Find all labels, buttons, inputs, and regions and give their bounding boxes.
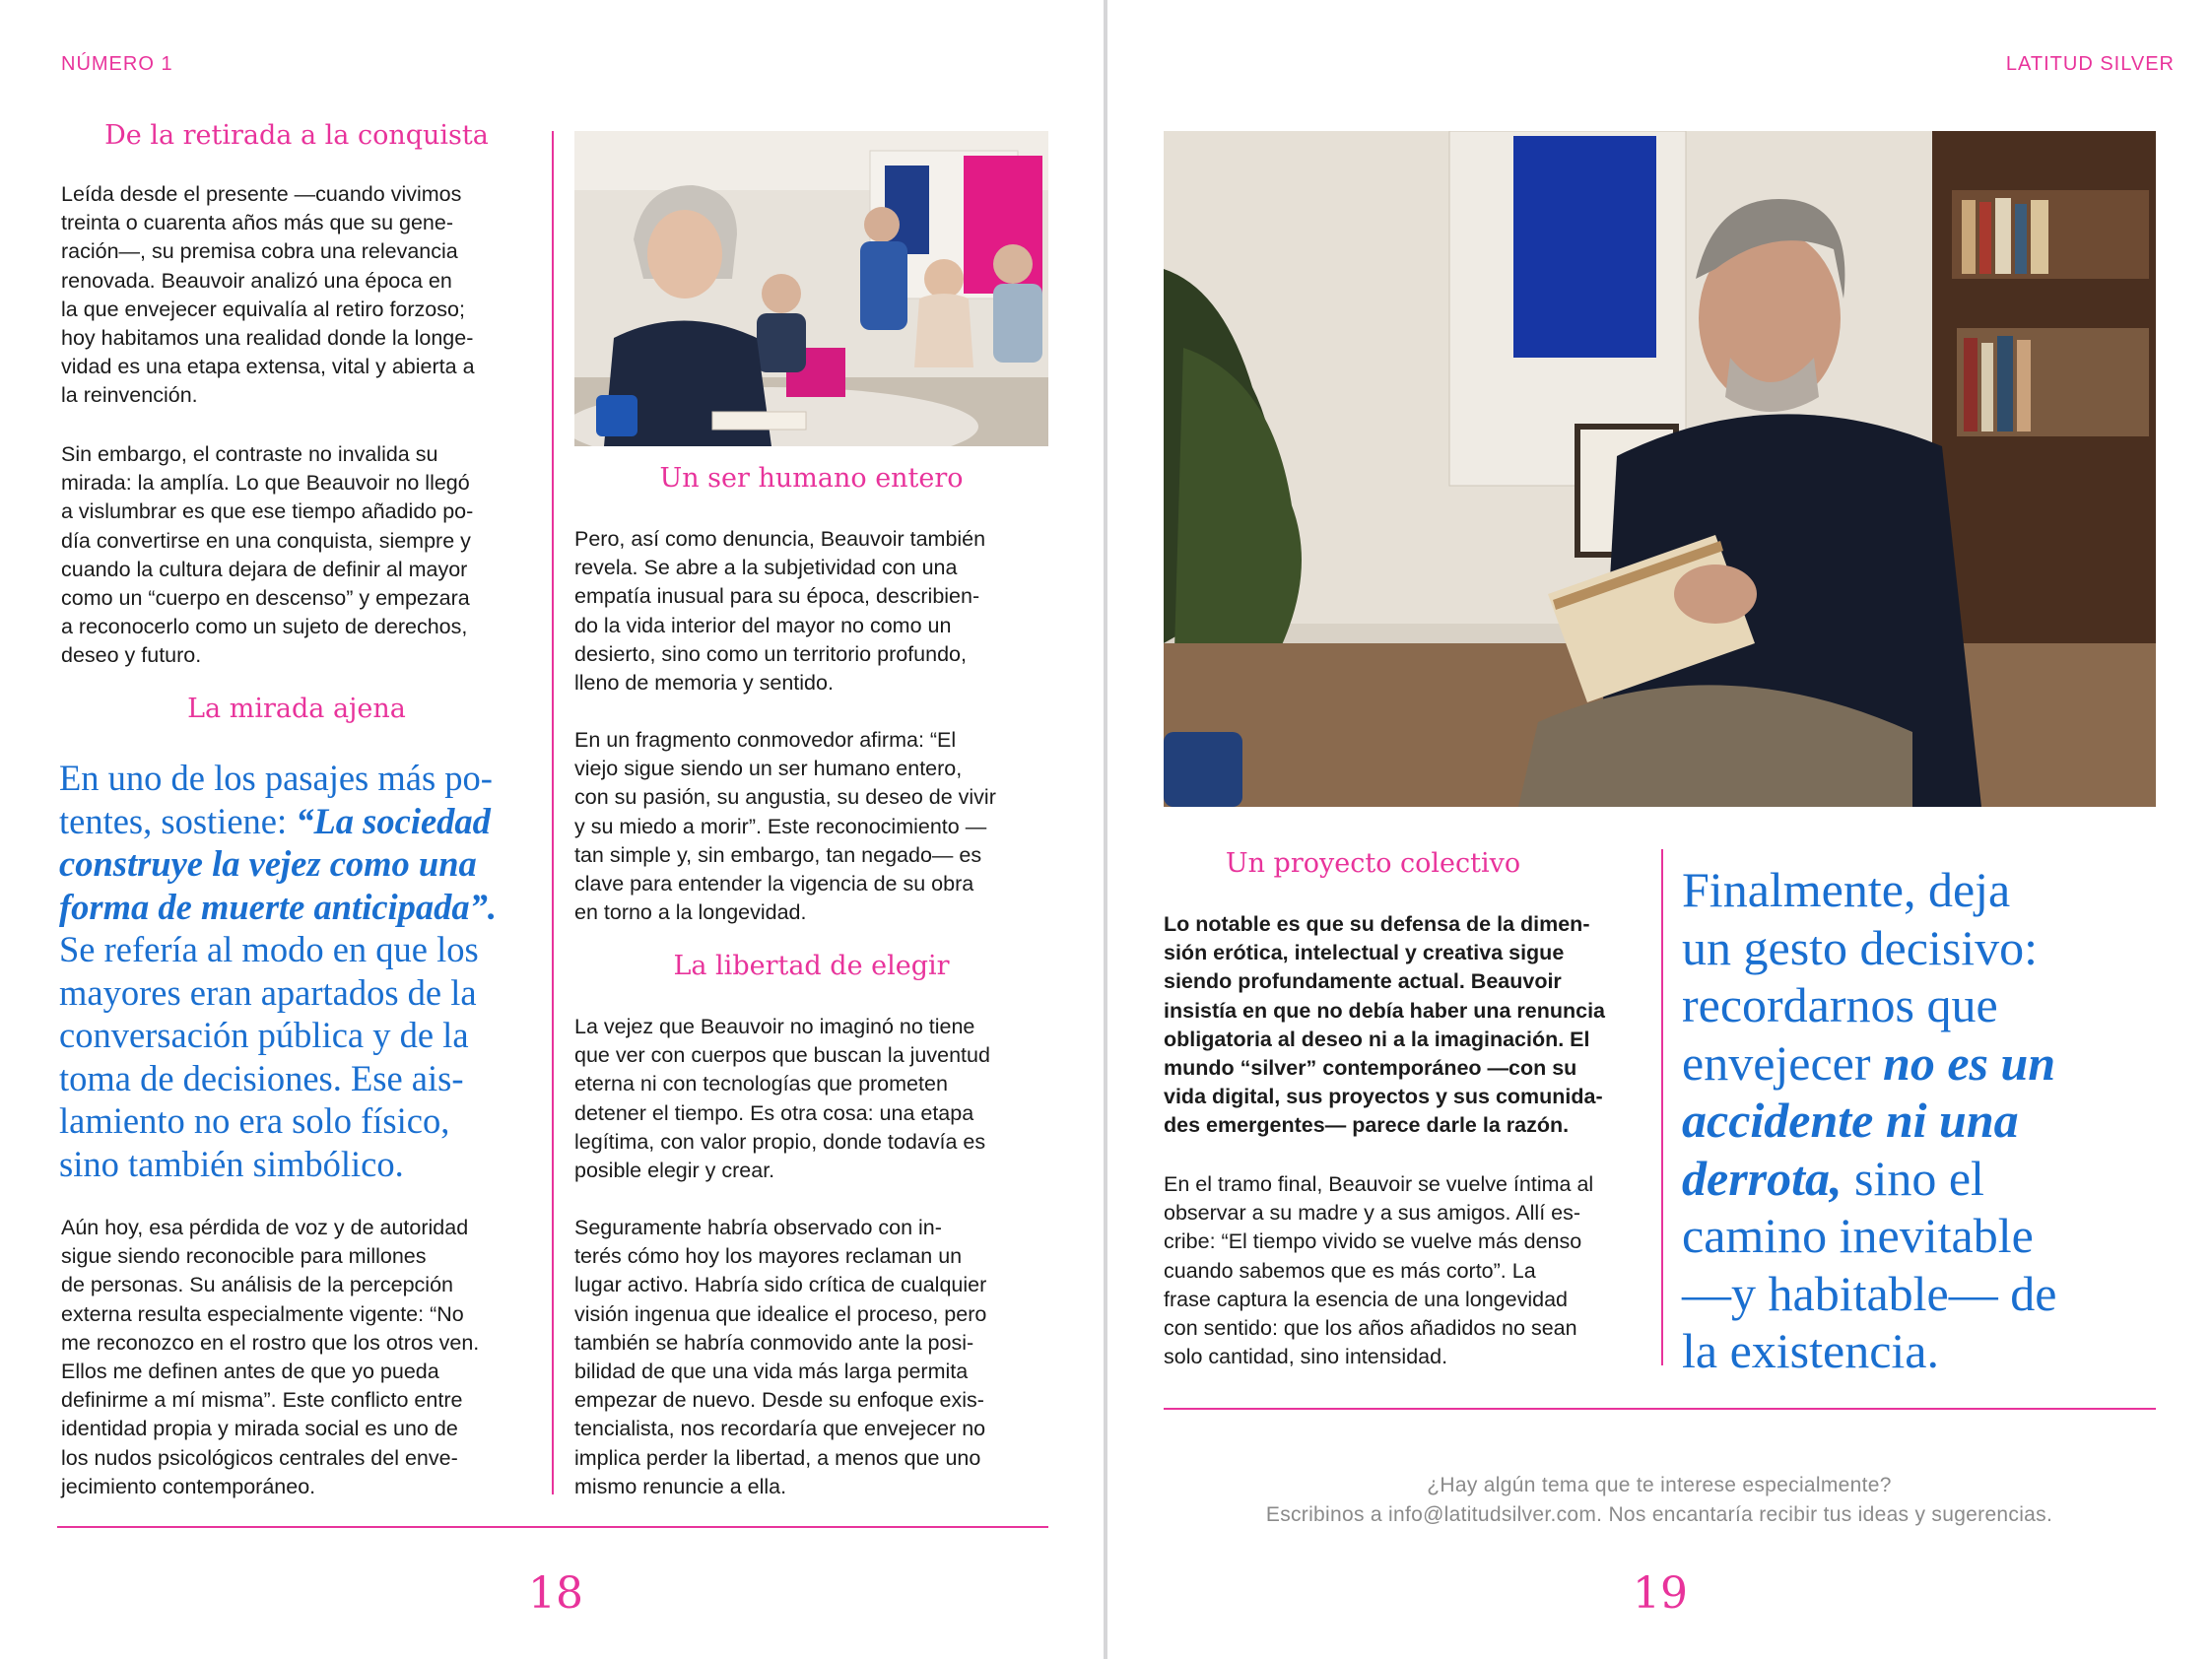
pull-line	[1682, 1150, 2145, 1208]
text-line: Leída desde el presente —cuando vivimos	[61, 182, 462, 206]
paragraph	[574, 1013, 1067, 1185]
pull-quote-left	[59, 757, 552, 1185]
text-line: identidad propia y mirada social es uno de	[61, 1417, 458, 1441]
text-line: La vejez que Beauvoir no imaginó no tiene	[574, 1015, 975, 1038]
text-line: Pero, así como denuncia, Beauvoir también	[574, 527, 986, 551]
pull-line	[59, 842, 552, 886]
text-line: visión ingenua que idealice el proceso, pero	[574, 1301, 987, 1326]
reading-man-photo	[1164, 131, 2156, 807]
pull-line	[1682, 1092, 2145, 1150]
text-line: la que envejecer equivalía al retiro forzoso;	[61, 297, 465, 321]
pull-emphasis: accidente ni una	[1682, 1093, 2019, 1148]
pull-quote-right	[1682, 861, 2145, 1380]
subheading-ser-humano: Un ser humano entero	[659, 463, 964, 494]
running-head-issue: NÚMERO 1	[61, 53, 173, 75]
text-line: definirme a mí misma”. Este conflicto entre	[61, 1388, 463, 1413]
reading-man-illustration	[1164, 131, 2156, 807]
bottom-rule	[1164, 1408, 2156, 1410]
text-line: insistía en que no debía haber una renuncia	[1164, 998, 1606, 1023]
pull-emphasis: no es un	[1883, 1034, 2056, 1091]
pull-line: mayores eran apartados de la	[59, 971, 477, 1013]
pull-line: la existencia.	[1682, 1323, 1939, 1378]
text-line: implica perder la libertad, a menos que uno	[574, 1445, 981, 1470]
column-divider	[1661, 849, 1663, 1365]
pull-line: conversación pública y de la	[59, 1015, 469, 1055]
page-number: 18	[528, 1568, 583, 1619]
text-line: Ellos me definen antes de que yo pueda	[61, 1360, 439, 1384]
text-line: observar a su madre y a sus amigos. Allí es-	[1164, 1201, 1581, 1226]
text-line: Seguramente habría observado con in-	[574, 1216, 942, 1239]
text-line: tan simple y, sin embargo, tan negado— es	[574, 842, 982, 867]
text-line: mirada: la amplía. Lo que Beauvoir no llegó	[61, 471, 470, 496]
text-line: sión erótica, intelectual y creativa sigue	[1164, 941, 1565, 965]
right-page	[1107, 0, 2212, 1659]
bottom-rule	[57, 1526, 1048, 1528]
text-line: cuando sabemos que es más corto”. La	[1164, 1258, 1536, 1283]
paragraph	[1164, 1170, 1646, 1371]
column-divider	[552, 131, 554, 1494]
pull-line: —y habitable— de	[1682, 1265, 2057, 1321]
pull-line: En uno de los pasajes más po-	[59, 758, 493, 798]
pull-line	[59, 800, 552, 843]
text-line: Aún hoy, esa pérdida de voz y de autoridad	[61, 1216, 469, 1239]
pull-text: envejecer	[1682, 1034, 1884, 1091]
pull-text: sino el	[1842, 1150, 1984, 1206]
text-line: que ver con cuerpos que buscan la juventud	[574, 1043, 990, 1068]
pull-line: Finalmente, deja	[1682, 862, 2011, 917]
text-line: bilidad de que una vida más larga permita	[574, 1360, 969, 1384]
text-line: legítima, con valor propio, donde todavía es	[574, 1129, 986, 1154]
pull-line: recordarnos que	[1682, 977, 1998, 1032]
text-line: hoy habitamos una realidad donde la longe-	[61, 326, 474, 351]
text-line: externa resulta especialmente vigente: “No	[61, 1301, 464, 1326]
page-number: 19	[1633, 1568, 1688, 1619]
text-line: también se habría conmovido ante la posi-	[574, 1330, 974, 1355]
text-line: como un “cuerpo en descenso” y empezara	[61, 586, 470, 611]
pull-emphasis: derrota,	[1682, 1150, 1843, 1206]
text-line: me reconozco en el rostro que los otros ven.	[61, 1330, 480, 1355]
text-line: y su miedo a morir”. Este reconocimiento —	[574, 814, 987, 838]
text-line: mundo “silver” contemporáneo —con su	[1164, 1056, 1577, 1081]
text-line: tencialista, nos recordaría que envejecer no	[574, 1417, 986, 1441]
subheading-retirada: De la retirada a la conquista	[104, 120, 489, 151]
cafe-photo	[574, 131, 1048, 446]
text-line: de personas. Su análisis de la percepción	[61, 1273, 454, 1297]
text-line: frase captura la esencia de una longevidad	[1164, 1287, 1568, 1311]
text-line: eterna ni con tecnologías que prometen	[574, 1072, 948, 1096]
pull-line: toma de decisiones. Ese ais-	[59, 1057, 464, 1098]
text-line: posible elegir y crear.	[574, 1159, 775, 1183]
paragraph-bold	[1164, 910, 1637, 1141]
text-line: clave para entender la vigencia de su obra	[574, 872, 974, 896]
pull-line: camino inevitable	[1682, 1208, 2034, 1263]
text-line: con sentido: que los años añadidos no sean	[1164, 1316, 1577, 1341]
text-line: la reinvención.	[61, 383, 198, 408]
pull-emphasis: “La sociedad	[296, 800, 491, 841]
text-line: detener el tiempo. Es otra cosa: una etapa	[574, 1100, 974, 1125]
pull-line: Se refería al modo en que los	[59, 929, 479, 969]
text-line: lleno de memoria y sentido.	[574, 671, 834, 696]
text-line: mismo renuncie a ella.	[574, 1474, 787, 1498]
footer-question: ¿Hay algún tema que te interese especialmente?	[1427, 1474, 1892, 1496]
text-line: des emergentes— parece darle la razón.	[1164, 1113, 1570, 1138]
text-line: a reconocerlo como un sujeto de derechos,	[61, 615, 468, 639]
text-line: En un fragmento conmovedor afirma: “El	[574, 728, 957, 752]
text-line: vida digital, sus proyectos y sus comunida-	[1164, 1085, 1603, 1109]
subheading-libertad: La libertad de elegir	[673, 951, 950, 981]
left-page	[0, 0, 1104, 1659]
text-line: jecimiento contemporáneo.	[61, 1474, 316, 1498]
pull-line: sino también simbólico.	[59, 1143, 404, 1184]
pull-emphasis: construye la vejez como una	[59, 843, 477, 884]
text-line: do la vida interior del mayor no como un	[574, 613, 952, 637]
text-line: Lo notable es que su defensa de la dimen-	[1164, 912, 1590, 936]
pull-line: un gesto decisivo:	[1682, 919, 2039, 975]
pull-line	[1682, 1034, 2145, 1093]
text-line: cuando la cultura dejara de definir al mayor	[61, 557, 468, 581]
paragraph	[574, 525, 1067, 697]
text-line: solo cantidad, sino intensidad.	[1164, 1345, 1448, 1369]
text-line: con su pasión, su angustia, su deseo de vivir	[574, 785, 996, 810]
text-line: viejo sigue siendo un ser humano entero,	[574, 757, 963, 781]
pull-text: tentes, sostiene:	[59, 800, 297, 841]
text-line: revela. Se abre a la subjetividad con una	[574, 556, 958, 580]
text-line: En el tramo final, Beauvoir se vuelve íntima al	[1164, 1172, 1594, 1196]
pull-line	[59, 886, 552, 929]
paragraph	[574, 1214, 1067, 1501]
text-line: cribe: “El tiempo vivido se vuelve más denso	[1164, 1229, 1582, 1254]
paragraph	[61, 440, 554, 671]
text-line: deseo y futuro.	[61, 643, 202, 668]
text-line: los nudos psicológicos centrales del enve-	[61, 1445, 458, 1470]
text-line: ración—, su premisa cobra una relevancia	[61, 239, 458, 264]
pull-emphasis: forma de muerte anticipada”.	[59, 886, 498, 927]
paragraph	[61, 1214, 554, 1501]
text-line: obligatoria al deseo ni a la imaginación. El	[1164, 1027, 1590, 1051]
text-line: terés cómo hoy los mayores reclaman un	[574, 1244, 963, 1269]
text-line: Sin embargo, el contraste no invalida su	[61, 442, 438, 466]
pull-line: lamiento no era solo físico,	[59, 1100, 450, 1141]
paragraph	[574, 726, 1067, 927]
text-line: renovada. Beauvoir analizó una época en	[61, 268, 452, 293]
subheading-proyecto: Un proyecto colectivo	[1225, 848, 1521, 879]
text-line: a vislumbrar es que ese tiempo añadido po-	[61, 499, 474, 524]
text-line: treinta o cuarenta años más que su gene-	[61, 211, 454, 235]
text-line: empatía inusual para su época, describien-	[574, 584, 980, 609]
cafe-photo-illustration	[574, 131, 1048, 446]
text-line: vidad es una etapa extensa, vital y abierta a	[61, 355, 475, 379]
footer-contact: Escribinos a info@latitudsilver.com. Nos encantaría recibir tus ideas y sugerencias.	[1265, 1503, 2053, 1526]
contact-footer	[1147, 1471, 2172, 1530]
running-head-magazine: LATITUD SILVER	[2005, 53, 2175, 75]
text-line: día convertirse en una conquista, siempre y	[61, 528, 471, 553]
text-line: empezar de nuevo. Desde su enfoque exis-	[574, 1388, 984, 1413]
text-line: en torno a la longevidad.	[574, 900, 807, 925]
text-line: desierto, sino como un territorio profundo,	[574, 641, 967, 666]
subheading-mirada: La mirada ajena	[187, 694, 406, 724]
text-line: sigue siendo reconocible para millones	[61, 1244, 427, 1269]
paragraph	[61, 180, 554, 411]
text-line: siendo profundamente actual. Beauvoir	[1164, 969, 1562, 994]
text-line: lugar activo. Habría sido crítica de cualquier	[574, 1273, 987, 1297]
